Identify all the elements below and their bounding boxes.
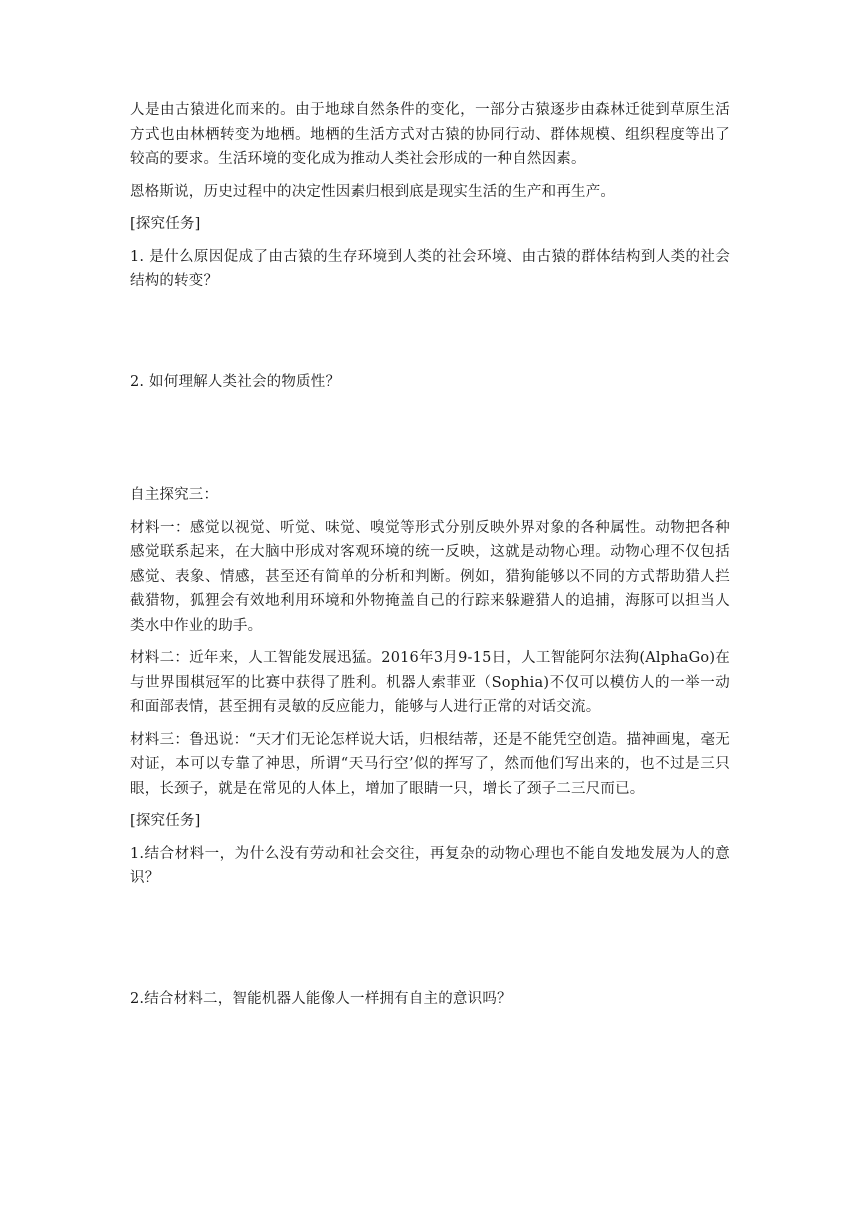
material-2: 材料二：近年来，人工智能发展迅猛。2016年3月9-15日，人工智能阿尔法狗(AlphaGo)在与世界围棋冠军的比赛中获得了胜利。机器人索菲亚（Sophia)不仅可以模仿人的一举一动和面部表情，甚至拥有灵敏的反应能力，能够与人进行正常的对话交流。 [130, 650, 730, 715]
task-heading-2: [探究任务] [130, 813, 201, 829]
question-4: 2.结合材料二，智能机器人能像人一样拥有自主的意识吗？ [130, 990, 512, 1007]
paragraph-engels-quote: 恩格斯说，历史过程中的决定性因素归根到底是现实生活的生产和再生产。 [130, 183, 616, 200]
task-heading-1: [探究任务] [130, 216, 201, 232]
section-heading-3: 自主探究三： [130, 487, 219, 503]
paragraph-ape-evolution: 人是由古猿进化而来的。由于地球自然条件的变化，一部分古猿逐步由森林迁徙到草原生活方式也由林栖转变为地栖。地栖的生活方式对古猿的协同行动、群体规模、组织程度等出了较高的要求。生活环境的变化成为推动人类社会形成的一种自然因素。 [130, 102, 730, 167]
document-body [130, 98, 730, 1011]
answer-space-1 [130, 294, 730, 370]
answer-space-3 [130, 891, 730, 987]
question-3: 1.结合材料一，为什么没有劳动和社会交往，再复杂的动物心理也不能自发地发展为人的意识？ [130, 845, 730, 886]
question-2: 2. 如何理解人类社会的物质性？ [130, 373, 341, 390]
material-3: 材料三：鲁迅说：“天才们无论怎样说大话，归根结蒂，还是不能凭空创造。描神画鬼，毫无对证，本可以专靠了神思，所谓“天马行空’似的挥写了，然而他们写出来的，也不过是三只眼，长颈子，就是在常见的人体上，增加了眼睛一只，增长了颈子二三尺而已。 [130, 731, 730, 797]
answer-space-2 [130, 394, 730, 483]
material-1: 材料一：感觉以视觉、听觉、味觉、嗅觉等形式分别反映外界对象的各种属性。动物把各种感觉联系起来，在大脑中形成对客观环境的统一反映，这就是动物心理。动物心理不仅包括感觉、表象、情感，甚至还有简单的分析和判断。例如，猎狗能够以不同的方式帮助猎人拦截猎物，狐狸会有效地利用环境和外物掩盖自己的行踪来躲避猎人的追捕，海豚可以担当人类水中作业的助手。 [130, 519, 730, 634]
question-1: 1. 是什么原因促成了由古猿的生存环境到人类的社会环境、由古猿的群体结构到人类的社会结构的转变？ [130, 248, 730, 289]
